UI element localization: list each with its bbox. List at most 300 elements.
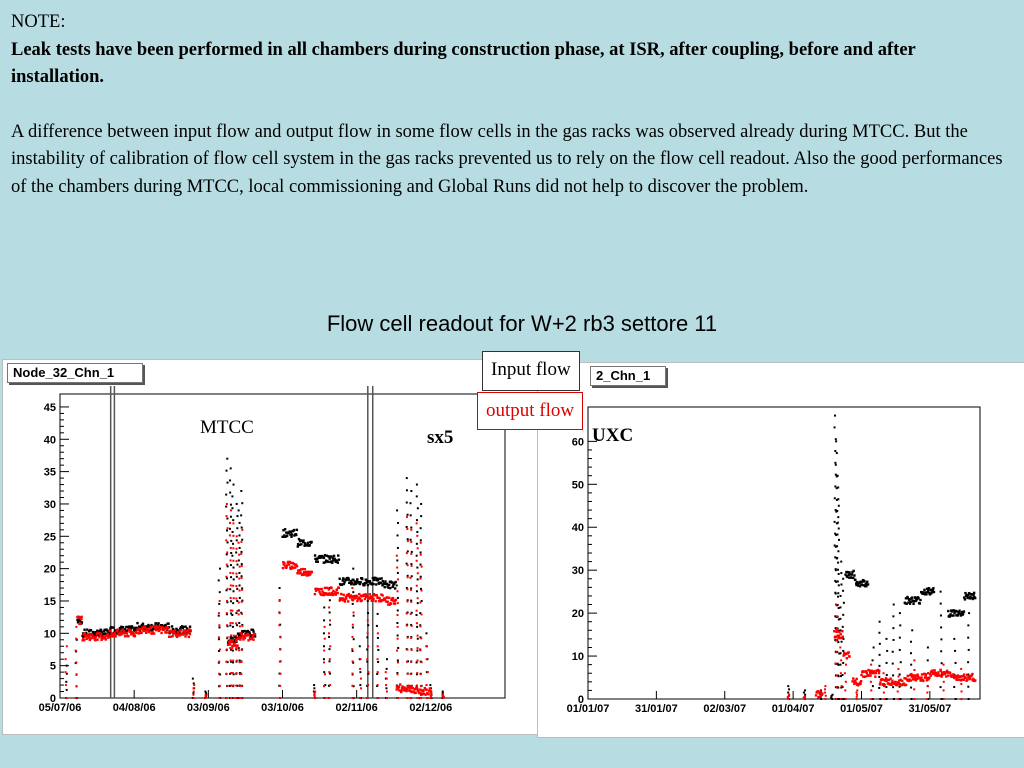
spike-point <box>360 658 362 660</box>
data-point <box>933 672 935 674</box>
spike-point <box>835 604 837 606</box>
spike-point <box>897 675 899 677</box>
spike-point <box>230 552 232 554</box>
data-point <box>376 594 378 596</box>
x-tick-label: 02/12/06 <box>409 702 453 714</box>
spike-point <box>377 671 379 673</box>
data-point <box>925 673 927 675</box>
data-point <box>838 631 840 633</box>
data-point <box>189 626 191 628</box>
spike-point <box>897 668 899 670</box>
spike-point <box>377 684 379 686</box>
spike-point <box>396 622 398 624</box>
data-point <box>369 580 371 582</box>
spike-point <box>407 540 409 542</box>
data-point <box>912 603 914 605</box>
data-point <box>248 634 250 636</box>
spike-point <box>240 541 242 543</box>
spike-point <box>878 632 880 634</box>
spike-point <box>225 470 227 472</box>
spike-point <box>235 597 237 599</box>
spike-point <box>911 698 913 700</box>
spike-point <box>824 698 826 700</box>
spike-point <box>386 691 388 693</box>
spike-point <box>227 482 229 484</box>
spike-point <box>241 529 243 531</box>
spike-point <box>376 673 378 675</box>
data-point <box>836 630 838 632</box>
spike-point <box>226 458 228 460</box>
spike-point <box>232 661 234 663</box>
data-point <box>229 643 231 645</box>
spike-point <box>416 585 418 587</box>
spike-point <box>406 661 408 663</box>
spike-point <box>409 577 411 579</box>
spike-point <box>329 658 331 660</box>
data-point <box>186 627 188 629</box>
spike-point <box>837 562 839 564</box>
spike-point <box>233 590 235 592</box>
spike-point <box>377 697 379 699</box>
spike-point <box>840 672 842 674</box>
spike-point <box>839 646 841 648</box>
spike-point <box>832 694 834 696</box>
data-point <box>90 629 92 631</box>
data-point <box>337 554 339 556</box>
y-tick-label: 40 <box>571 522 584 535</box>
spike-point <box>239 566 241 568</box>
spike-point <box>892 686 894 688</box>
spike-point <box>927 685 929 687</box>
data-point <box>136 622 138 624</box>
spike-point <box>241 563 243 565</box>
spike-point <box>878 665 880 667</box>
data-point <box>922 680 924 682</box>
spike-point <box>967 637 969 639</box>
spike-point <box>397 578 399 580</box>
x-tick-label: 03/10/06 <box>261 702 304 714</box>
spike-point <box>410 589 412 591</box>
spike-point <box>840 698 842 700</box>
spike-point <box>416 672 418 674</box>
spike-point <box>226 685 228 687</box>
data-point <box>167 622 169 624</box>
data-point <box>854 579 856 581</box>
spike-point <box>927 672 929 674</box>
spike-point <box>913 659 915 661</box>
spike-point <box>240 514 242 516</box>
spike-point <box>397 597 399 599</box>
spike-point <box>892 651 894 653</box>
data-point <box>254 633 256 635</box>
data-point <box>329 557 331 559</box>
spike-point <box>910 641 912 643</box>
spike-point <box>386 678 388 680</box>
spike-point <box>279 661 281 663</box>
spike-point <box>280 673 282 675</box>
data-point <box>314 554 316 556</box>
data-point <box>296 572 298 574</box>
spike-point <box>226 612 228 614</box>
spike-point <box>844 672 846 674</box>
spike-point <box>407 637 409 639</box>
spike-point <box>900 661 902 663</box>
spike-point <box>842 650 844 652</box>
spike-point <box>76 685 78 687</box>
spike-point <box>442 694 444 696</box>
spike-point <box>323 685 325 687</box>
spike-point <box>232 650 234 652</box>
spike-point <box>411 551 413 553</box>
data-point <box>391 581 393 583</box>
y-tick-label: 0 <box>49 693 56 705</box>
spike-point <box>834 497 836 499</box>
spike-point <box>367 632 369 634</box>
data-point <box>863 580 865 582</box>
spike-point <box>883 679 885 681</box>
spike-point <box>856 696 858 698</box>
spike-point <box>397 534 399 536</box>
spike-point <box>420 503 422 505</box>
data-point <box>372 598 374 600</box>
spike-point <box>328 671 330 673</box>
data-point <box>382 580 384 582</box>
data-point <box>920 676 922 678</box>
data-point <box>919 599 921 601</box>
spike-point <box>204 691 206 693</box>
spike-point <box>910 664 912 666</box>
data-point <box>848 651 850 653</box>
spike-point <box>417 635 419 637</box>
data-point <box>83 639 85 641</box>
data-point <box>236 644 238 646</box>
spike-point <box>232 602 234 604</box>
data-point <box>819 690 821 692</box>
spike-point <box>75 638 77 640</box>
spike-point <box>328 697 330 699</box>
spike-point <box>229 624 231 626</box>
spike-point <box>396 559 398 561</box>
spike-point <box>883 685 885 687</box>
spike-point <box>416 614 418 616</box>
spike-point <box>278 624 280 626</box>
spike-point <box>840 583 842 585</box>
annotation-uxc: UXC <box>592 425 634 446</box>
spike-point <box>233 484 235 486</box>
data-point <box>378 578 380 580</box>
spike-point <box>898 698 900 700</box>
spike-point <box>279 612 281 614</box>
spike-point <box>943 664 945 666</box>
spike-point <box>927 679 929 681</box>
spike-point <box>803 692 805 694</box>
spike-point <box>367 671 369 673</box>
data-point <box>930 674 932 676</box>
spike-point <box>419 649 421 651</box>
spike-point <box>416 519 418 521</box>
spike-point <box>239 590 241 592</box>
data-point <box>371 595 373 597</box>
spike-point <box>232 585 234 587</box>
spike-point <box>837 664 839 666</box>
data-point <box>302 539 304 541</box>
spike-point <box>968 612 970 614</box>
data-point <box>848 571 850 573</box>
spike-point <box>231 614 233 616</box>
data-point <box>122 626 124 628</box>
data-point <box>328 588 330 590</box>
spike-point <box>377 658 379 660</box>
spike-point <box>239 661 241 663</box>
spike-point <box>397 602 399 604</box>
spike-point <box>836 545 838 547</box>
data-point <box>910 679 912 681</box>
spike-point <box>226 503 228 505</box>
spike-point <box>239 522 241 524</box>
data-point <box>96 630 98 632</box>
data-point <box>288 563 290 565</box>
spike-point <box>420 539 422 541</box>
spike-point <box>872 659 874 661</box>
spike-point <box>367 684 369 686</box>
spike-point <box>835 569 837 571</box>
spike-point <box>231 495 233 497</box>
data-point <box>905 684 907 686</box>
spike-point <box>377 645 379 647</box>
spike-point <box>873 646 875 648</box>
spike-point <box>236 576 238 578</box>
data-point <box>348 578 350 580</box>
spike-point <box>417 578 419 580</box>
spike-point <box>834 426 836 428</box>
data-point <box>972 594 974 596</box>
spike-point <box>366 658 368 660</box>
note-bold-text: Leak tests have been performed in all chambers during construction phase, at ISR, after coupling, before and after installation. <box>11 39 916 87</box>
spike-point <box>788 688 790 690</box>
data-point <box>164 631 166 633</box>
spike-point <box>230 559 232 561</box>
data-point <box>907 675 909 677</box>
spike-point <box>411 649 413 651</box>
spike-point <box>238 534 240 536</box>
spike-point <box>839 664 841 666</box>
spike-point <box>416 535 418 537</box>
y-tick-label: 5 <box>49 660 56 673</box>
y-tick-label: 25 <box>43 531 56 544</box>
spike-point <box>836 510 838 512</box>
data-point <box>337 562 339 564</box>
spike-point <box>75 650 77 652</box>
data-point <box>821 692 823 694</box>
data-point <box>188 636 190 638</box>
data-point <box>291 533 293 535</box>
spike-point <box>837 596 839 598</box>
spike-point <box>840 572 842 574</box>
spike-point <box>397 638 399 640</box>
spike-point <box>66 689 68 691</box>
data-point <box>384 586 386 588</box>
spike-point <box>407 538 409 540</box>
spike-point <box>940 615 942 617</box>
spike-point <box>856 694 858 696</box>
spike-point <box>844 689 846 691</box>
spike-point <box>230 564 232 566</box>
note-block <box>11 9 1011 201</box>
data-point <box>919 602 921 604</box>
spike-point <box>838 573 840 575</box>
spike-point <box>239 547 241 549</box>
data-point <box>300 543 302 545</box>
data-point <box>957 614 959 616</box>
data-point <box>848 655 850 657</box>
spike-point <box>75 626 77 628</box>
data-point <box>331 562 333 564</box>
data-point <box>105 638 107 640</box>
spike-point <box>837 516 839 518</box>
data-point <box>296 565 298 567</box>
data-point <box>344 600 346 602</box>
spike-point <box>834 521 836 523</box>
data-point <box>127 635 129 637</box>
data-point <box>963 673 965 675</box>
spike-point <box>824 692 826 694</box>
spike-point <box>878 687 880 689</box>
spike-point <box>351 636 353 638</box>
spike-point <box>323 658 325 660</box>
data-point <box>400 691 402 693</box>
spike-point <box>367 624 369 626</box>
spike-point <box>926 692 928 694</box>
note-spacer <box>11 92 1011 119</box>
spike-point <box>968 649 970 651</box>
spike-point <box>834 462 836 464</box>
spike-point <box>883 692 885 694</box>
spike-point <box>65 658 67 660</box>
spike-point <box>359 668 361 670</box>
spike-point <box>968 698 970 700</box>
spike-point <box>870 689 872 691</box>
data-point <box>859 682 861 684</box>
spike-point <box>837 550 839 552</box>
data-point <box>974 679 976 681</box>
spike-point <box>225 697 227 699</box>
spike-point <box>230 540 232 542</box>
data-point <box>923 589 925 591</box>
data-point <box>320 588 322 590</box>
spike-point <box>232 660 234 662</box>
spike-point <box>229 572 231 574</box>
spike-point <box>927 659 929 661</box>
spike-point <box>376 625 378 627</box>
data-point <box>925 593 927 595</box>
spike-point <box>240 637 242 639</box>
spike-point <box>328 636 330 638</box>
spike-point <box>837 592 839 594</box>
spike-point <box>836 686 838 688</box>
spike-point <box>66 645 68 647</box>
spike-point <box>367 600 369 602</box>
spike-point <box>279 587 281 589</box>
spike-point <box>879 698 881 700</box>
spike-point <box>899 673 901 675</box>
data-point <box>295 534 297 536</box>
spike-point <box>856 689 858 691</box>
spike-point <box>396 567 398 569</box>
data-point <box>283 562 285 564</box>
spike-point <box>839 618 841 620</box>
spike-point <box>229 534 231 536</box>
data-point <box>415 692 417 694</box>
spike-point <box>416 660 418 662</box>
spike-point <box>75 697 77 699</box>
spike-point <box>442 691 444 693</box>
spike-point <box>406 516 408 518</box>
spike-point <box>313 687 315 689</box>
spike-point <box>235 573 237 575</box>
spike-point <box>910 652 912 654</box>
spike-point <box>385 687 387 689</box>
spike-point <box>407 550 409 552</box>
spike-point <box>837 475 839 477</box>
data-point <box>878 670 880 672</box>
spike-point <box>226 518 228 520</box>
x-tick-label: 05/07/06 <box>38 702 82 714</box>
spike-point <box>953 686 955 688</box>
spike-point <box>232 622 234 624</box>
data-point <box>324 587 326 589</box>
spike-point <box>352 579 354 581</box>
y-tick-label: 30 <box>571 565 584 578</box>
spike-point <box>75 661 77 663</box>
spike-point <box>411 625 413 627</box>
spike-point <box>910 687 912 689</box>
spike-point <box>892 627 894 629</box>
data-point <box>290 536 292 538</box>
data-point <box>182 626 184 628</box>
panel-label-right: 2_Chn_1 <box>590 366 666 386</box>
spike-point <box>410 514 412 516</box>
spike-point <box>837 641 839 643</box>
spike-point <box>236 503 238 505</box>
spike-point <box>233 635 235 637</box>
spike-point <box>397 659 399 661</box>
data-point <box>875 672 877 674</box>
spike-point <box>410 553 412 555</box>
data-point <box>286 564 288 566</box>
spike-point <box>835 698 837 700</box>
y-tick-label: 20 <box>571 608 584 621</box>
y-tick-label: 30 <box>43 498 56 511</box>
spike-point <box>940 591 942 593</box>
spike-point <box>416 650 418 652</box>
x-tick-label: 02/11/06 <box>335 702 378 714</box>
spike-point <box>840 595 842 597</box>
spike-point <box>229 528 231 530</box>
spike-point <box>193 684 195 686</box>
spike-point <box>878 676 880 678</box>
data-point <box>867 583 869 585</box>
spike-point <box>870 664 872 666</box>
spike-point <box>420 551 422 553</box>
spike-point <box>219 600 221 602</box>
spike-point <box>417 572 419 574</box>
spike-point <box>230 697 232 699</box>
data-point <box>842 636 844 638</box>
spike-point <box>236 588 238 590</box>
spike-point <box>407 576 409 578</box>
data-point <box>388 584 390 586</box>
data-point <box>252 630 254 632</box>
